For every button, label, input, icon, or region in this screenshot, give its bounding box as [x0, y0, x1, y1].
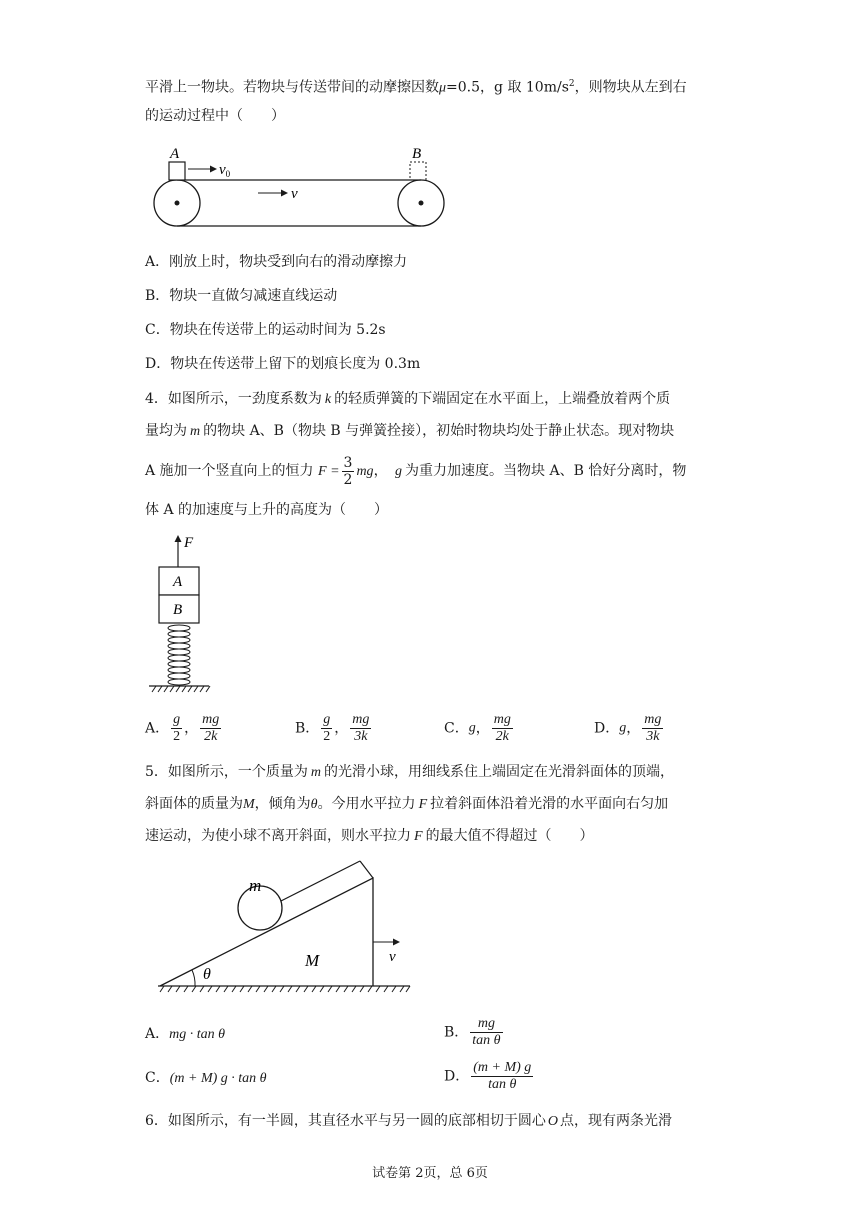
q5-line-2: 斜面体的质量为M，倾角为θ。今用水平拉力 F 拉着斜面体沿着光滑的水平面向右匀加	[145, 796, 669, 812]
q3-option-a: A．刚放上时，物块受到向右的滑动摩擦力	[145, 254, 408, 270]
svg-text:v0: $v_0$	[219, 162, 231, 179]
q5-line-1: 5．如图所示，一个质量为 m 的光滑小球，用细线系住上端固定在光滑斜面体的顶端，	[145, 764, 675, 780]
fig-v: v	[291, 186, 298, 202]
fig-label-b: B	[412, 146, 422, 162]
incline-figure	[155, 856, 415, 996]
conveyor-belt-figure	[148, 138, 458, 238]
q4-line-1: 4．如图所示，一劲度系数为 k 的轻质弹簧的下端固定在水平面上，上端叠放着两个质	[145, 391, 671, 407]
fig-block-a: A	[173, 574, 183, 590]
fig-theta: θ	[203, 966, 211, 983]
q4-option-c: C．g， $\frac{mg}{2k}$	[444, 712, 511, 744]
q4-option-b: B． $\frac{g}{2}$ ， $\frac{mg}{3k}$	[295, 712, 370, 744]
q3-option-d: D．物块在传送带上留下的划痕长度为 0.3m	[145, 356, 421, 372]
page-footer: 试卷第 2页，总 6页	[372, 1166, 488, 1181]
fig-m: m	[249, 876, 262, 895]
fig-label-a: A	[170, 146, 180, 162]
q4-line-3: A 施加一个竖直向上的恒力 F = $\frac{3}{2}$ mg， g 为重力加速度。当物块 A、B 恰好分离时，物	[145, 454, 687, 488]
q5-option-b: B． $\frac{mg}{\text{tan θ}}$	[444, 1016, 501, 1048]
q5-option-a: A．mg · tan θ	[145, 1026, 226, 1042]
q4-line-2: 量均为 m 的物块 A、B（物块 B 与弹簧拴接），初始时物块均处于静止状态。现对物块	[145, 423, 675, 439]
q4-option-a: A． $\frac{g}{2}$ ， $\frac{mg}{2k}$	[145, 712, 220, 744]
q3-option-b: B．物块一直做匀减速直线运动	[145, 288, 338, 304]
q3-option-c: C．物块在传送带上的运动时间为 5.2s	[145, 322, 386, 338]
q5-line-3: 速运动，为使小球不离开斜面，则水平拉力 F 的最大值不得超过（ ）	[145, 828, 594, 844]
fig-f: F	[184, 535, 194, 551]
q6-line-1: 6．如图所示，有一半圆，其直径水平与另一圆的底部相切于圆心 O 点，现有两条光滑	[145, 1113, 673, 1129]
q5-option-c: C．(m + M) g · tan θ	[145, 1070, 267, 1086]
fig-v-incline: v	[389, 949, 396, 965]
fig-block-b: B	[173, 602, 183, 618]
q5-option-d: D． $\frac{(m + M) g}{\text{tan θ}}$	[444, 1060, 532, 1092]
q4-force-fraction: $\frac{3}{2}$	[343, 454, 353, 488]
q4-option-d: D．g， $\frac{mg}{3k}$	[594, 712, 662, 744]
fig-M: M	[305, 951, 320, 970]
q3-line-2: 的运动过程中（ ）	[145, 108, 285, 124]
spring-block-figure	[146, 530, 226, 700]
q3-line-1: 平滑上一物块。若物块与传送带间的动摩擦因数μ=0.5，g 取 $10m/s^2$，则物块从左到右	[145, 79, 687, 96]
q4-line-4: 体 A 的加速度与上升的高度为（ ）	[145, 502, 389, 518]
fig-v0: v	[219, 162, 226, 178]
